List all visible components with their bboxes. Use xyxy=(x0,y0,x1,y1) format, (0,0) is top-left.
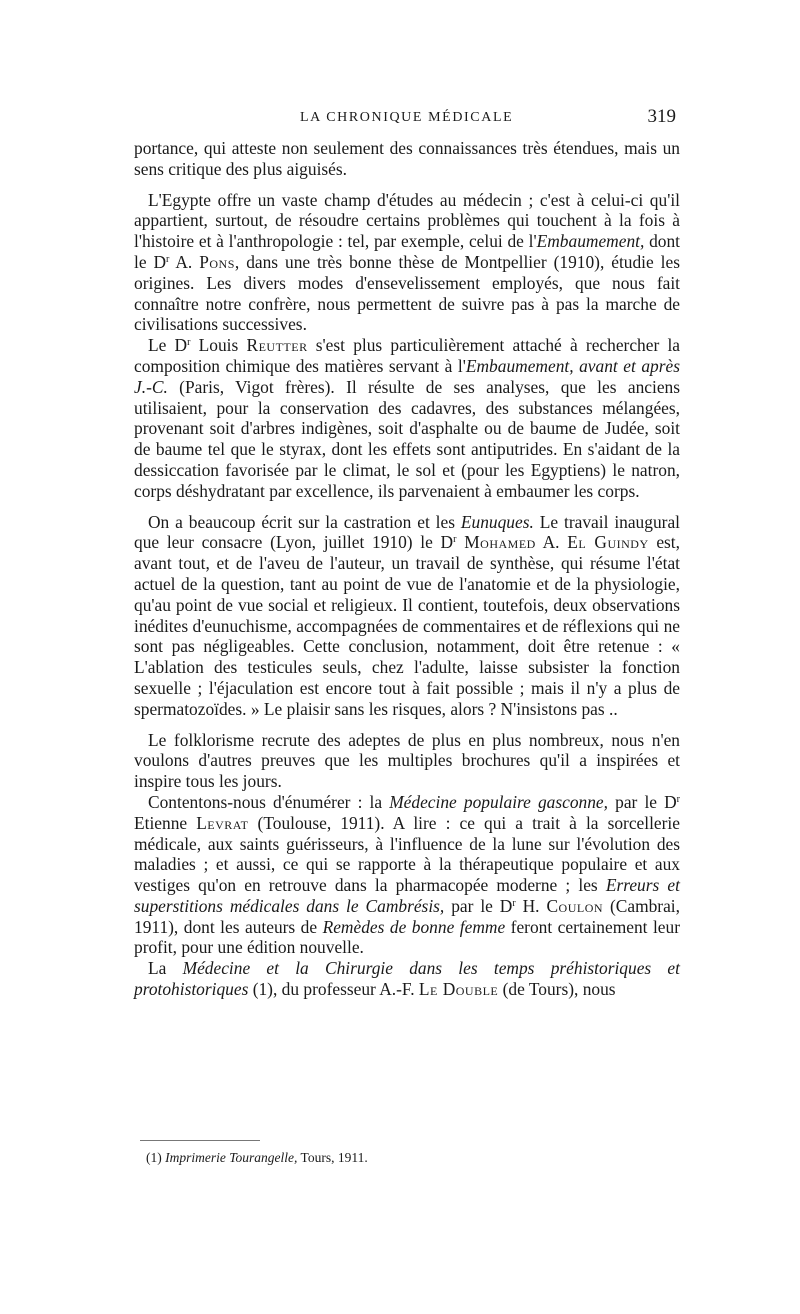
italic-text: Erreurs et superstitions médicales dans le Cambrésis, xyxy=(134,875,680,916)
text-run: (de Tours), nous xyxy=(498,979,616,1000)
text-run: (Cambrai, 1911), dont les auteurs de xyxy=(134,895,680,937)
superscript: r xyxy=(187,337,191,349)
author-name: Mohamed xyxy=(464,532,536,553)
italic-text: Médecine populaire gasconne, xyxy=(389,791,609,812)
paragraph xyxy=(134,190,680,336)
body-text xyxy=(134,138,680,1000)
text-run: , dans une très bonne thèse de Montpellier (1910), étudie les origines. Les divers modes d'ensevelissement employés, que nous fait connaître notre confrère, nous permettent de suivre pas à pas la marche de civilisations successives. xyxy=(134,251,680,335)
paragraph xyxy=(134,958,680,1000)
italic-text: Remèdes de bonne femme xyxy=(322,916,506,937)
footnote-rule xyxy=(140,1140,260,1141)
text-run: Contentons-nous d'énumérer : la xyxy=(148,791,390,812)
text-run: (Paris, Vigot frères). Il résulte de ses analyses, que les anciens utilisaient, pour la conservation des cadavres, des substances mélangées, provenant soit d'arbres indigènes, soit d'asphalte ou de baume de Judée, soit de baume tel que le styrax, dont les effets sont antiputrides. En s'aidant de la dessiccation favorisée par le climat, le sol et (pour les Egyptiens) le natron, corps déshydratant par excellence, ils parvenaient à embaumer les corps. xyxy=(134,376,680,501)
author-name: Le Double xyxy=(418,979,499,1000)
text-run: L'Egypte offre un vaste champ d'études au médecin ; c'est à celui-ci qu'il appartient, surtout, de résoudre certains problèmes qui touchent à la fois à l'histoire et à l'anthropologie : tel, par exemple, celui de l' xyxy=(134,189,680,252)
italic-text: Médecine et la Chirurgie dans les temps préhistoriques et protohistoriques xyxy=(134,958,680,1000)
paragraph xyxy=(134,512,680,720)
author-name: Reutter xyxy=(246,335,308,356)
text-run: A. xyxy=(535,532,568,553)
running-header xyxy=(134,104,680,138)
text-run: La xyxy=(148,958,183,979)
paragraph xyxy=(134,730,680,792)
text-run: Le D xyxy=(148,335,188,356)
italic-text: Embaumement, avant et après J.-C. xyxy=(134,355,680,397)
italic-text: Eunuques. xyxy=(460,511,534,532)
italic-text: Embaumement, xyxy=(536,231,645,252)
superscript: r xyxy=(512,897,516,909)
footnote-publisher: Imprimerie Tourangelle, xyxy=(165,1150,298,1165)
text-run: dont le D xyxy=(134,231,680,272)
paragraph xyxy=(134,335,680,501)
footnote-number: (1) xyxy=(146,1150,162,1165)
paragraph xyxy=(134,138,680,180)
superscript: r xyxy=(453,534,457,546)
paragraph xyxy=(134,792,680,958)
text-run: A. xyxy=(169,251,200,272)
text-run: est, avant tout, et de l'aveu de l'auteur, un travail de synthèse, qui résume l'état actuel de la question, tant au point de vue de l'anatomie et de la physiologie, qu'au point de vue social et religieux. Il contient, toutefois, deux observations inédites d'eunuchisme, accompagnées de commentaires et de réflexions qui ne sont pas négligeables. Cette conclusion, notamment, doit être retenue : « L'ablation des testicules seuls, chez l'adulte, laisse subsister la fonction sexuelle ; l'éjaculation est encore tout à fait possible ; mais il n'y a plus de spermatozoïdes. » Le plaisir sans les risques, alors ? N'insistons pas .. xyxy=(134,532,680,719)
text-run: par le D xyxy=(444,895,513,916)
text-run: (1), du professeur A.-F. xyxy=(248,979,419,1000)
text-run: Le travail inaugural que leur consacre (Lyon, juillet 1910) le D xyxy=(134,511,680,553)
text-run: On a beaucoup écrit sur la castration et les xyxy=(148,511,461,532)
text-run: feront certainement leur profit, pour une édition nouvelle. xyxy=(134,916,680,958)
footnote xyxy=(146,1150,368,1166)
text-run: portance, qui atteste non seulement des connaissances très étendues, mais un sens critique des plus aiguisés. xyxy=(134,138,680,179)
text-run: s'est plus particulièrement attaché à rechercher la composition chimique des matières servant à l' xyxy=(134,335,681,376)
text-run: (Toulouse, 1911). A lire : ce qui a trait à la sorcellerie médicale, aux saints guérisseurs, à l'influence de la lune sur l'évolution des maladies ; et aussi, ce qui se rapporte à la thérapeutique populaire et aux vestiges qu'on en retrouve dans la pharmacopée moderne ; les xyxy=(134,812,680,896)
superscript: r xyxy=(676,793,681,805)
text-run: Etienne xyxy=(134,812,197,833)
author-name: Levrat xyxy=(196,812,249,833)
text-run: par le D xyxy=(608,791,677,812)
page xyxy=(134,104,680,1000)
text-run: Louis xyxy=(190,335,247,356)
author-name: Coulon xyxy=(546,895,604,916)
text-run: Le folklorisme recrute des adeptes de plus en plus nombreux, nous n'en voulons d'autres preuves que les multiples brochures qu'il a inspirées et inspire tous les jours. xyxy=(134,729,680,792)
superscript: r xyxy=(166,253,170,265)
footnote-rest: Tours, 1911. xyxy=(300,1150,368,1165)
text-run: H. xyxy=(515,895,547,916)
author-name: Pons xyxy=(199,251,235,272)
running-title: LA CHRONIQUE MÉDICALE xyxy=(300,110,514,125)
page-number: 319 xyxy=(647,106,676,127)
author-name: El Guindy xyxy=(567,532,649,553)
